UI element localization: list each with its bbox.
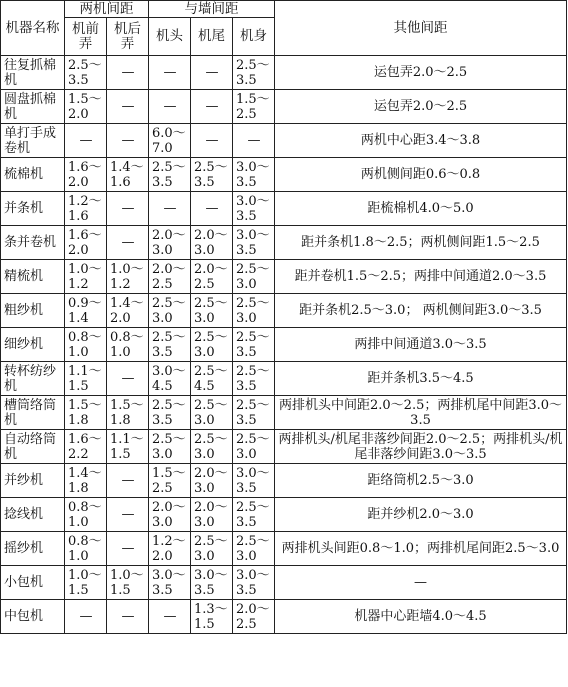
rear-aisle-cell: —: [107, 90, 149, 124]
body-cell: 3.0～3.5: [233, 158, 275, 192]
rear-aisle-cell: —: [107, 362, 149, 396]
table-row: [1, 396, 567, 430]
front-aisle-cell: 1.4～1.8: [65, 464, 107, 498]
table-row: [1, 600, 567, 634]
machine-name-cell: 单打手成卷机: [1, 124, 65, 158]
body-cell: 2.5～3.5: [233, 362, 275, 396]
table-row: [1, 260, 567, 294]
body-cell: 2.5～3.5: [233, 498, 275, 532]
head-cell: 2.5～3.5: [149, 396, 191, 430]
machine-name-cell: 中包机: [1, 600, 65, 634]
other-spacing-cell: 运包弄2.0～2.5: [275, 90, 567, 124]
head-cell: 3.0～4.5: [149, 362, 191, 396]
machine-name-cell: 自动络筒机: [1, 430, 65, 464]
tail-cell: 2.0～2.5: [191, 260, 233, 294]
head-cell: —: [149, 90, 191, 124]
other-spacing-cell: 距并条机1.8～2.5；两机侧间距1.5～2.5: [275, 226, 567, 260]
table-row: [1, 226, 567, 260]
tail-cell: 2.5～3.0: [191, 430, 233, 464]
header-rear-aisle: 机后弄: [107, 18, 149, 56]
front-aisle-cell: 1.1～1.5: [65, 362, 107, 396]
table-row: [1, 362, 567, 396]
machine-name-cell: 条并卷机: [1, 226, 65, 260]
tail-cell: 2.0～3.0: [191, 226, 233, 260]
table-body: [1, 56, 567, 634]
other-spacing-cell: 距并条机3.5～4.5: [275, 362, 567, 396]
tail-cell: 2.0～3.0: [191, 464, 233, 498]
head-cell: 2.5～3.5: [149, 328, 191, 362]
machine-name-cell: 槽筒络筒机: [1, 396, 65, 430]
other-spacing-cell: 两排机头间距0.8～1.0；两排机尾间距2.5～3.0: [275, 532, 567, 566]
body-cell: 2.0～2.5: [233, 600, 275, 634]
body-cell: 2.5～3.0: [233, 532, 275, 566]
machine-name-cell: 小包机: [1, 566, 65, 600]
other-spacing-cell: 两排中间通道3.0～3.5: [275, 328, 567, 362]
head-cell: 2.5～3.5: [149, 158, 191, 192]
other-spacing-cell: 两排机头中间距2.0～2.5；两排机尾中间距3.0～3.5: [275, 396, 567, 430]
front-aisle-cell: 1.5～1.8: [65, 396, 107, 430]
front-aisle-cell: 1.6～2.2: [65, 430, 107, 464]
body-cell: 1.5～2.5: [233, 90, 275, 124]
machine-name-cell: 往复抓棉机: [1, 56, 65, 90]
front-aisle-cell: 1.6～2.0: [65, 226, 107, 260]
body-cell: 3.0～3.5: [233, 226, 275, 260]
table-row: [1, 158, 567, 192]
body-cell: 3.0～3.5: [233, 192, 275, 226]
front-aisle-cell: 1.5～2.0: [65, 90, 107, 124]
rear-aisle-cell: —: [107, 498, 149, 532]
body-cell: 2.5～3.5: [233, 328, 275, 362]
front-aisle-cell: —: [65, 124, 107, 158]
rear-aisle-cell: 1.4～2.0: [107, 294, 149, 328]
machine-name-cell: 细纱机: [1, 328, 65, 362]
machine-name-cell: 转杯纺纱机: [1, 362, 65, 396]
table-row: [1, 430, 567, 464]
tail-cell: —: [191, 124, 233, 158]
tail-cell: 3.0～3.5: [191, 566, 233, 600]
tail-cell: —: [191, 192, 233, 226]
tail-cell: —: [191, 56, 233, 90]
machine-name-cell: 粗纱机: [1, 294, 65, 328]
header-between-machines: 两机间距: [65, 1, 149, 18]
rear-aisle-cell: 1.0～1.2: [107, 260, 149, 294]
machine-name-cell: 精梳机: [1, 260, 65, 294]
rear-aisle-cell: —: [107, 192, 149, 226]
rear-aisle-cell: —: [107, 600, 149, 634]
body-cell: 3.0～3.5: [233, 566, 275, 600]
tail-cell: —: [191, 90, 233, 124]
table-row: [1, 498, 567, 532]
rear-aisle-cell: 0.8～1.0: [107, 328, 149, 362]
header-other-spacing: 其他间距: [275, 1, 567, 56]
head-cell: 2.5～3.0: [149, 294, 191, 328]
front-aisle-cell: 0.8～1.0: [65, 328, 107, 362]
tail-cell: 2.5～4.5: [191, 362, 233, 396]
machine-name-cell: 捻线机: [1, 498, 65, 532]
header-body: 机身: [233, 18, 275, 56]
rear-aisle-cell: 1.0～1.5: [107, 566, 149, 600]
body-cell: 2.5～3.5: [233, 56, 275, 90]
table-row: [1, 192, 567, 226]
front-aisle-cell: 1.0～1.5: [65, 566, 107, 600]
machine-name-cell: 梳棉机: [1, 158, 65, 192]
rear-aisle-cell: —: [107, 124, 149, 158]
body-cell: 2.5～3.0: [233, 294, 275, 328]
head-cell: 1.2～2.0: [149, 532, 191, 566]
head-cell: 2.0～2.5: [149, 260, 191, 294]
rear-aisle-cell: —: [107, 532, 149, 566]
rear-aisle-cell: —: [107, 56, 149, 90]
rear-aisle-cell: —: [107, 226, 149, 260]
head-cell: 1.5～2.5: [149, 464, 191, 498]
other-spacing-cell: 距并纱机2.0～3.0: [275, 498, 567, 532]
machine-name-cell: 摇纱机: [1, 532, 65, 566]
head-cell: 2.0～3.0: [149, 226, 191, 260]
front-aisle-cell: 2.5～3.5: [65, 56, 107, 90]
other-spacing-cell: 距并卷机1.5～2.5；两排中间通道2.0～3.5: [275, 260, 567, 294]
table-row: [1, 124, 567, 158]
header-front-aisle: 机前弄: [65, 18, 107, 56]
head-cell: —: [149, 600, 191, 634]
rear-aisle-cell: 1.5～1.8: [107, 396, 149, 430]
front-aisle-cell: 1.6～2.0: [65, 158, 107, 192]
table-row: [1, 532, 567, 566]
head-cell: 2.0～3.0: [149, 498, 191, 532]
rear-aisle-cell: 1.1～1.5: [107, 430, 149, 464]
tail-cell: 2.5～3.0: [191, 328, 233, 362]
tail-cell: 2.5～3.0: [191, 532, 233, 566]
machine-name-cell: 并条机: [1, 192, 65, 226]
machine-name-cell: 圆盘抓棉机: [1, 90, 65, 124]
header-machine-name: 机器名称: [1, 1, 65, 56]
rear-aisle-cell: —: [107, 464, 149, 498]
head-cell: —: [149, 192, 191, 226]
table-row: [1, 294, 567, 328]
tail-cell: 2.0～3.0: [191, 498, 233, 532]
tail-cell: 2.5～3.5: [191, 158, 233, 192]
front-aisle-cell: 1.0～1.2: [65, 260, 107, 294]
tail-cell: 2.5～3.0: [191, 294, 233, 328]
other-spacing-cell: 距梳棉机4.0～5.0: [275, 192, 567, 226]
header-tail: 机尾: [191, 18, 233, 56]
other-spacing-cell: —: [275, 566, 567, 600]
table-row: [1, 328, 567, 362]
machine-name-cell: 并纱机: [1, 464, 65, 498]
table-row: [1, 56, 567, 90]
tail-cell: 1.3～1.5: [191, 600, 233, 634]
other-spacing-cell: 距并条机2.5～3.0； 两机侧间距3.0～3.5: [275, 294, 567, 328]
front-aisle-cell: 1.2～1.6: [65, 192, 107, 226]
body-cell: 2.5～3.0: [233, 430, 275, 464]
head-cell: 6.0～7.0: [149, 124, 191, 158]
other-spacing-cell: 运包弄2.0～2.5: [275, 56, 567, 90]
header-to-wall: 与墙间距: [149, 1, 275, 18]
rear-aisle-cell: 1.4～1.6: [107, 158, 149, 192]
table-row: [1, 464, 567, 498]
header-head: 机头: [149, 18, 191, 56]
head-cell: 2.5～3.0: [149, 430, 191, 464]
other-spacing-cell: 两排机头/机尾非落纱间距2.0～2.5；两排机头/机尾非落纱间距3.0～3.5: [275, 430, 567, 464]
body-cell: —: [233, 124, 275, 158]
head-cell: 3.0～3.5: [149, 566, 191, 600]
table-row: [1, 566, 567, 600]
front-aisle-cell: 0.8～1.0: [65, 532, 107, 566]
tail-cell: 2.5～3.0: [191, 396, 233, 430]
front-aisle-cell: 0.9～1.4: [65, 294, 107, 328]
other-spacing-cell: 机器中心距墙4.0～4.5: [275, 600, 567, 634]
other-spacing-cell: 距络筒机2.5～3.0: [275, 464, 567, 498]
table-row: [1, 90, 567, 124]
body-cell: 3.0～3.5: [233, 464, 275, 498]
head-cell: —: [149, 56, 191, 90]
other-spacing-cell: 两机中心距3.4～3.8: [275, 124, 567, 158]
front-aisle-cell: 0.8～1.0: [65, 498, 107, 532]
body-cell: 2.5～3.0: [233, 260, 275, 294]
other-spacing-cell: 两机侧间距0.6～0.8: [275, 158, 567, 192]
body-cell: 2.5～3.5: [233, 396, 275, 430]
front-aisle-cell: —: [65, 600, 107, 634]
